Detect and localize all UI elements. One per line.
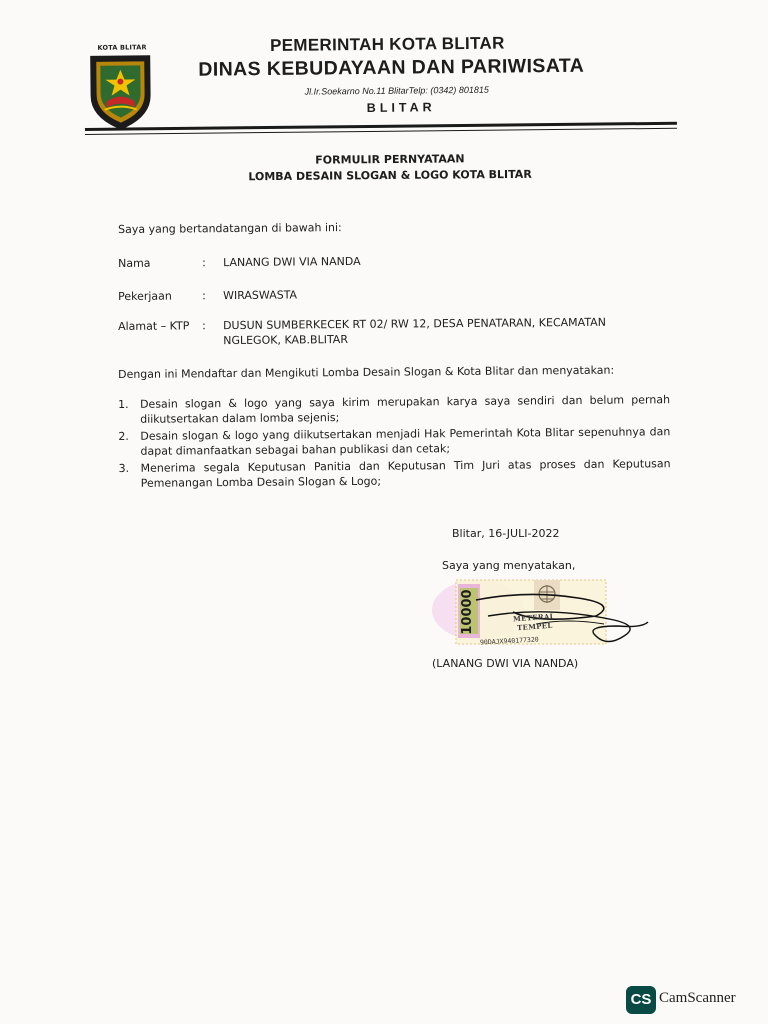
field-address: [118, 314, 678, 348]
letterhead: [80, 32, 681, 138]
field-address-colon: :: [202, 319, 206, 333]
field-name-value: LANANG DWI VIA NANDA: [223, 254, 361, 270]
statement-number: 2.: [118, 429, 129, 443]
camscanner-logo-icon: CS: [626, 986, 656, 1014]
signature-date: Blitar, 16-JULI-2022: [452, 527, 560, 540]
stamp-value: 10000: [460, 589, 475, 635]
signature-name: (LANANG DWI VIA NANDA): [432, 657, 579, 670]
statement-text: Desain slogan & logo yang saya kirim merupakan karya saya sendiri dan belum pernah diikutsertakan dalam lomba sejenis;: [139, 393, 671, 426]
government-name: PEMERINTAH KOTA BLITAR: [269, 33, 505, 56]
statement-text: Menerima segala Keputusan Panitia dan Keputusan Tim Juri atas proses dan Keputusan Pemenangan Lomba Desain Slogan & Logo;: [140, 457, 671, 490]
stamp-label-line1: METERAI: [512, 611, 554, 624]
form-title-line1: FORMULIR PERNYATAAN: [315, 152, 465, 167]
emblem-caption: KOTA BLITAR: [97, 43, 147, 52]
city-emblem: [82, 39, 159, 132]
statement-number: 1.: [118, 397, 129, 411]
field-address-label: Alamat – KTP: [118, 319, 190, 333]
field-occupation-value: WIRASWASTA: [223, 288, 298, 303]
field-occupation: [118, 284, 678, 303]
statement-item: [119, 457, 671, 491]
camscanner-watermark: CamScanner: [659, 990, 736, 1006]
coat-of-arms-icon: [84, 51, 157, 132]
intro-text: Saya yang bertandatangan di bawah ini:: [118, 221, 342, 236]
form-title-line2: LOMBA DESAIN SLOGAN & LOGO KOTA BLITAR: [248, 167, 532, 184]
form-title: [0, 149, 768, 188]
signature-declarant-label: Saya yang menyatakan,: [442, 559, 576, 572]
field-occupation-colon: :: [202, 289, 206, 303]
field-occupation-label: Pekerjaan: [118, 289, 172, 303]
field-name-label: Nama: [118, 256, 151, 270]
statement-item: [118, 425, 670, 459]
department-name: DINAS KEBUDAYAAN DAN PARIWISATA: [198, 54, 585, 81]
statement-number: 3.: [118, 461, 130, 475]
declaration-text: Dengan ini Mendaftar dan Mengikuti Lomba Desain Slogan & Kota Blitar dan menyatakan:: [118, 363, 615, 381]
statement-text: Desain slogan & logo yang diikutsertakan menjadi Hak Pemerintah Kota Blitar sepenuhnya dan dapat dimanfaatkan sebagai bahan publikasi dan cetak;: [140, 425, 671, 458]
department-address: Jl.Ir.Soekarno No.11 BlitarTelp: (0342) 801815: [304, 84, 489, 97]
field-name: [118, 251, 678, 270]
field-address-value: DUSUN SUMBERKECEK RT 02/ RW 12, DESA PENATARAN, KECAMATAN NGLEGOK, KAB.BLITAR: [223, 315, 606, 348]
statement-item: [118, 393, 670, 427]
statement-list: [118, 393, 671, 494]
field-name-colon: :: [202, 256, 206, 270]
stamp-serial: 90DAJX940177320: [479, 635, 539, 647]
city-name: BLITAR: [366, 100, 436, 116]
stamp-label-line2: TEMPEL: [516, 620, 553, 633]
